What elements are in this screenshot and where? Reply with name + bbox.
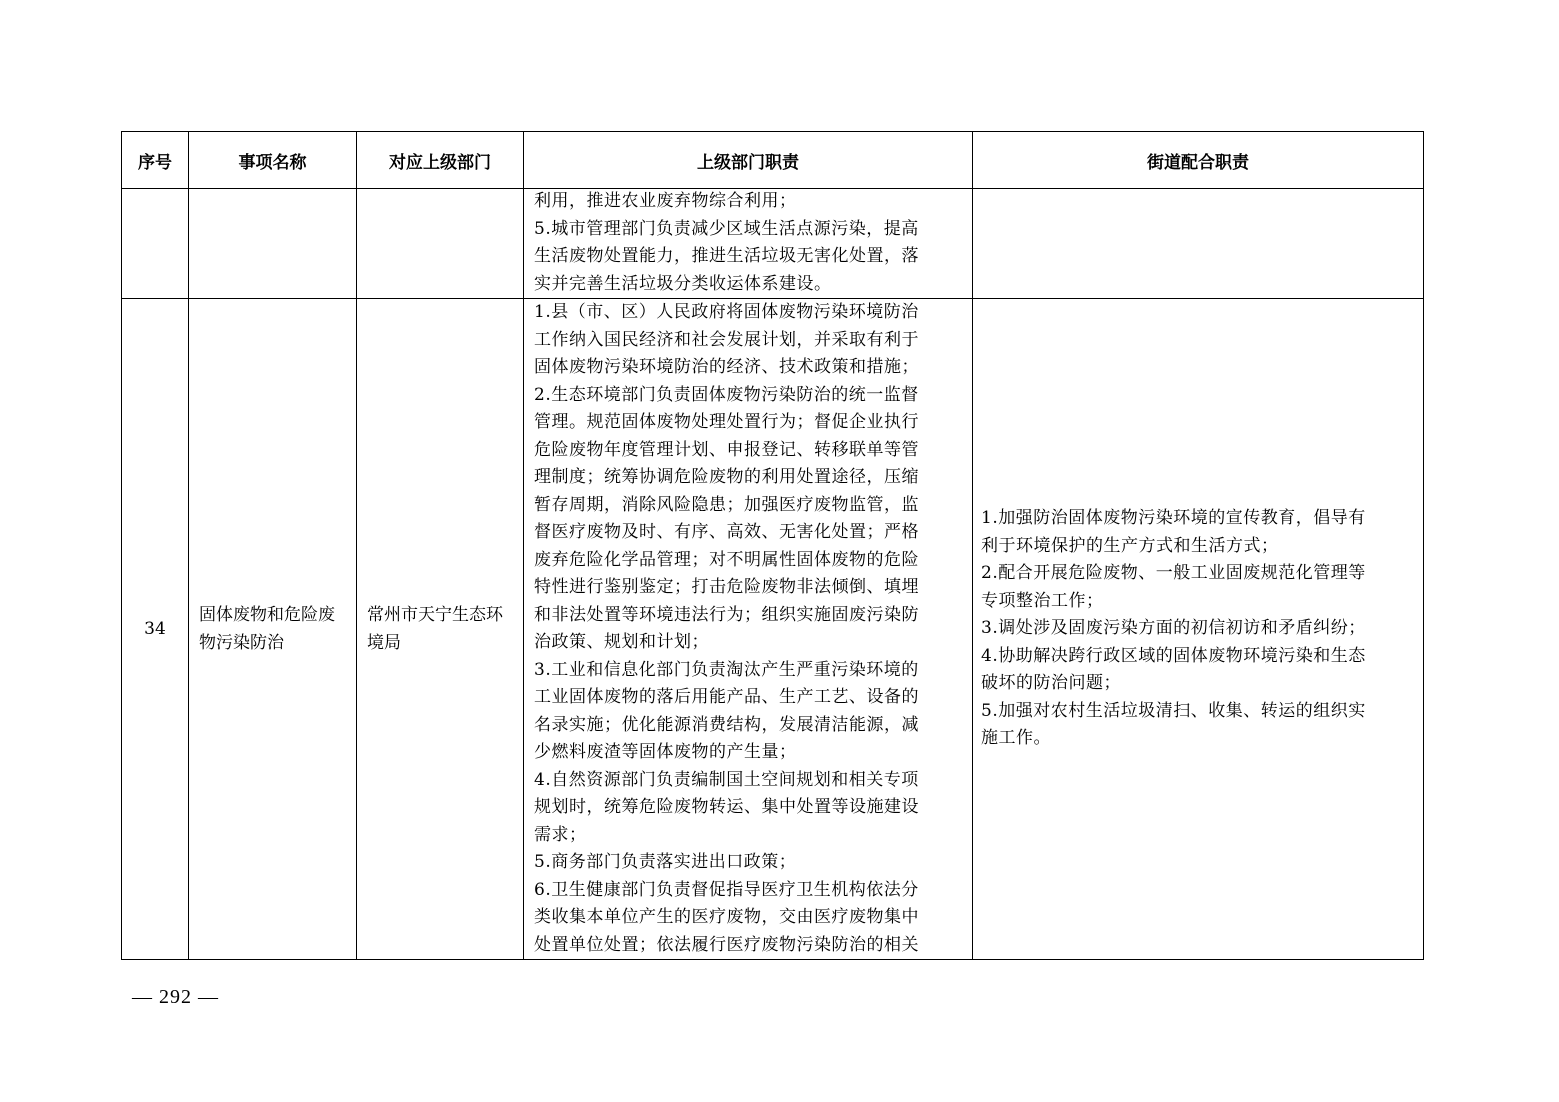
text-line: 5.城市管理部门负责减少区域生活点源污染，提高: [534, 218, 919, 239]
text-line: 3.调处涉及固废污染方面的初信初访和矛盾纠纷；: [981, 618, 1366, 639]
text-line: 2.生态环境部门负责固体废物污染防治的统一监督: [534, 384, 919, 405]
header-serial-number: 序号: [122, 132, 189, 189]
table-row: [122, 299, 1424, 960]
department-cell: [357, 189, 524, 299]
text-line: 利用，推进农业废弃物综合利用；: [534, 191, 797, 211]
text-line: 处置单位处置；依法履行医疗废物污染防治的相关: [534, 934, 919, 955]
text-line: 固体废物污染环境防治的经济、技术政策和措施；: [534, 357, 919, 377]
text-line: 治政策、规划和计划；: [534, 632, 709, 652]
text-line: 2.配合开展危险废物、一般工业固废规范化管理等: [981, 563, 1366, 584]
text-line: 5.商务部门负责落实进出口政策；: [534, 852, 797, 872]
duty-table: [121, 131, 1424, 960]
department-cell: 常州市天宁生态环境局: [357, 299, 524, 960]
text-line: 专项整治工作；: [981, 590, 1104, 611]
text-line: 名录实施；优化能源消费结构，发展清洁能源，减: [534, 714, 919, 735]
text-line: 理制度；统筹协调危险废物的利用处置途径，压缩: [534, 467, 919, 487]
text-line: 少燃料废渣等固体废物的产生量；: [534, 742, 797, 762]
header-street-duties: 街道配合职责: [973, 132, 1424, 189]
text-line: 施工作。: [981, 728, 1051, 749]
text-line: 类收集本单位产生的医疗废物，交由医疗废物集中: [534, 907, 919, 927]
item-name-cell: 固体废物和危险废物污染防治: [189, 299, 357, 960]
upper-duties-cell: [524, 299, 973, 960]
text-line: 1.县（市、区）人民政府将固体废物污染环境防治: [534, 302, 919, 322]
text-line: 3.工业和信息化部门负责淘汰产生严重污染环境的: [534, 659, 919, 680]
text-line: 特性进行鉴别鉴定；打击危险废物非法倾倒、填埋: [534, 577, 919, 597]
text-line: 和非法处置等环境违法行为；组织实施固废污染防: [534, 604, 919, 625]
page-number: — 292 —: [132, 986, 219, 1008]
text-line: 实并完善生活垃圾分类收运体系建设。: [534, 273, 832, 294]
text-line: 4.自然资源部门负责编制国土空间规划和相关专项: [534, 769, 919, 790]
item-name-cell: [189, 189, 357, 299]
text-line: 暂存周期，消除风险隐患；加强医疗废物监管，监: [534, 494, 919, 515]
upper-duties-cell: [524, 189, 973, 299]
upper-duties-text: [524, 299, 972, 959]
text-line: 管理。规范固体废物处理处置行为；督促企业执行: [534, 412, 919, 432]
text-line: 4.协助解决跨行政区域的固体废物环境污染和生态: [981, 645, 1366, 666]
header-row: [122, 132, 1424, 189]
text-line: 危险废物年度管理计划、申报登记、转移联单等管: [534, 439, 919, 460]
header-upper-department: 对应上级部门: [357, 132, 524, 189]
serial-number-cell: [122, 189, 189, 299]
text-line: 规划时，统筹危险废物转运、集中处置等设施建设: [534, 797, 919, 817]
table-row: [122, 189, 1424, 299]
text-line: 6.卫生健康部门负责督促指导医疗卫生机构依法分: [534, 879, 919, 900]
header-item-name: 事项名称: [189, 132, 357, 189]
text-line: 利于环境保护的生产方式和生活方式；: [981, 535, 1279, 556]
text-line: 废弃危险化学品管理；对不明属性固体废物的危险: [534, 549, 919, 570]
street-duties-cell: [973, 189, 1424, 299]
text-line: 1.加强防治固体废物污染环境的宣传教育，倡导有: [981, 508, 1366, 529]
text-line: 破坏的防治问题；: [981, 673, 1121, 694]
text-line: 工业固体废物的落后用能产品、生产工艺、设备的: [534, 687, 919, 707]
text-line: 生活废物处置能力，推进生活垃圾无害化处置，落: [534, 246, 919, 266]
text-line: 需求；: [534, 824, 587, 845]
street-duties-cell: [973, 299, 1424, 960]
serial-number-cell: 34: [122, 299, 189, 960]
text-line: 5.加强对农村生活垃圾清扫、收集、转运的组织实: [981, 700, 1366, 721]
upper-duties-text: [524, 188, 972, 298]
text-line: 督医疗废物及时、有序、高效、无害化处置；严格: [534, 522, 919, 542]
text-line: 工作纳入国民经济和社会发展计划，并采取有利于: [534, 329, 919, 350]
header-upper-duties: 上级部门职责: [524, 132, 973, 189]
street-duties-text: [973, 505, 1423, 753]
